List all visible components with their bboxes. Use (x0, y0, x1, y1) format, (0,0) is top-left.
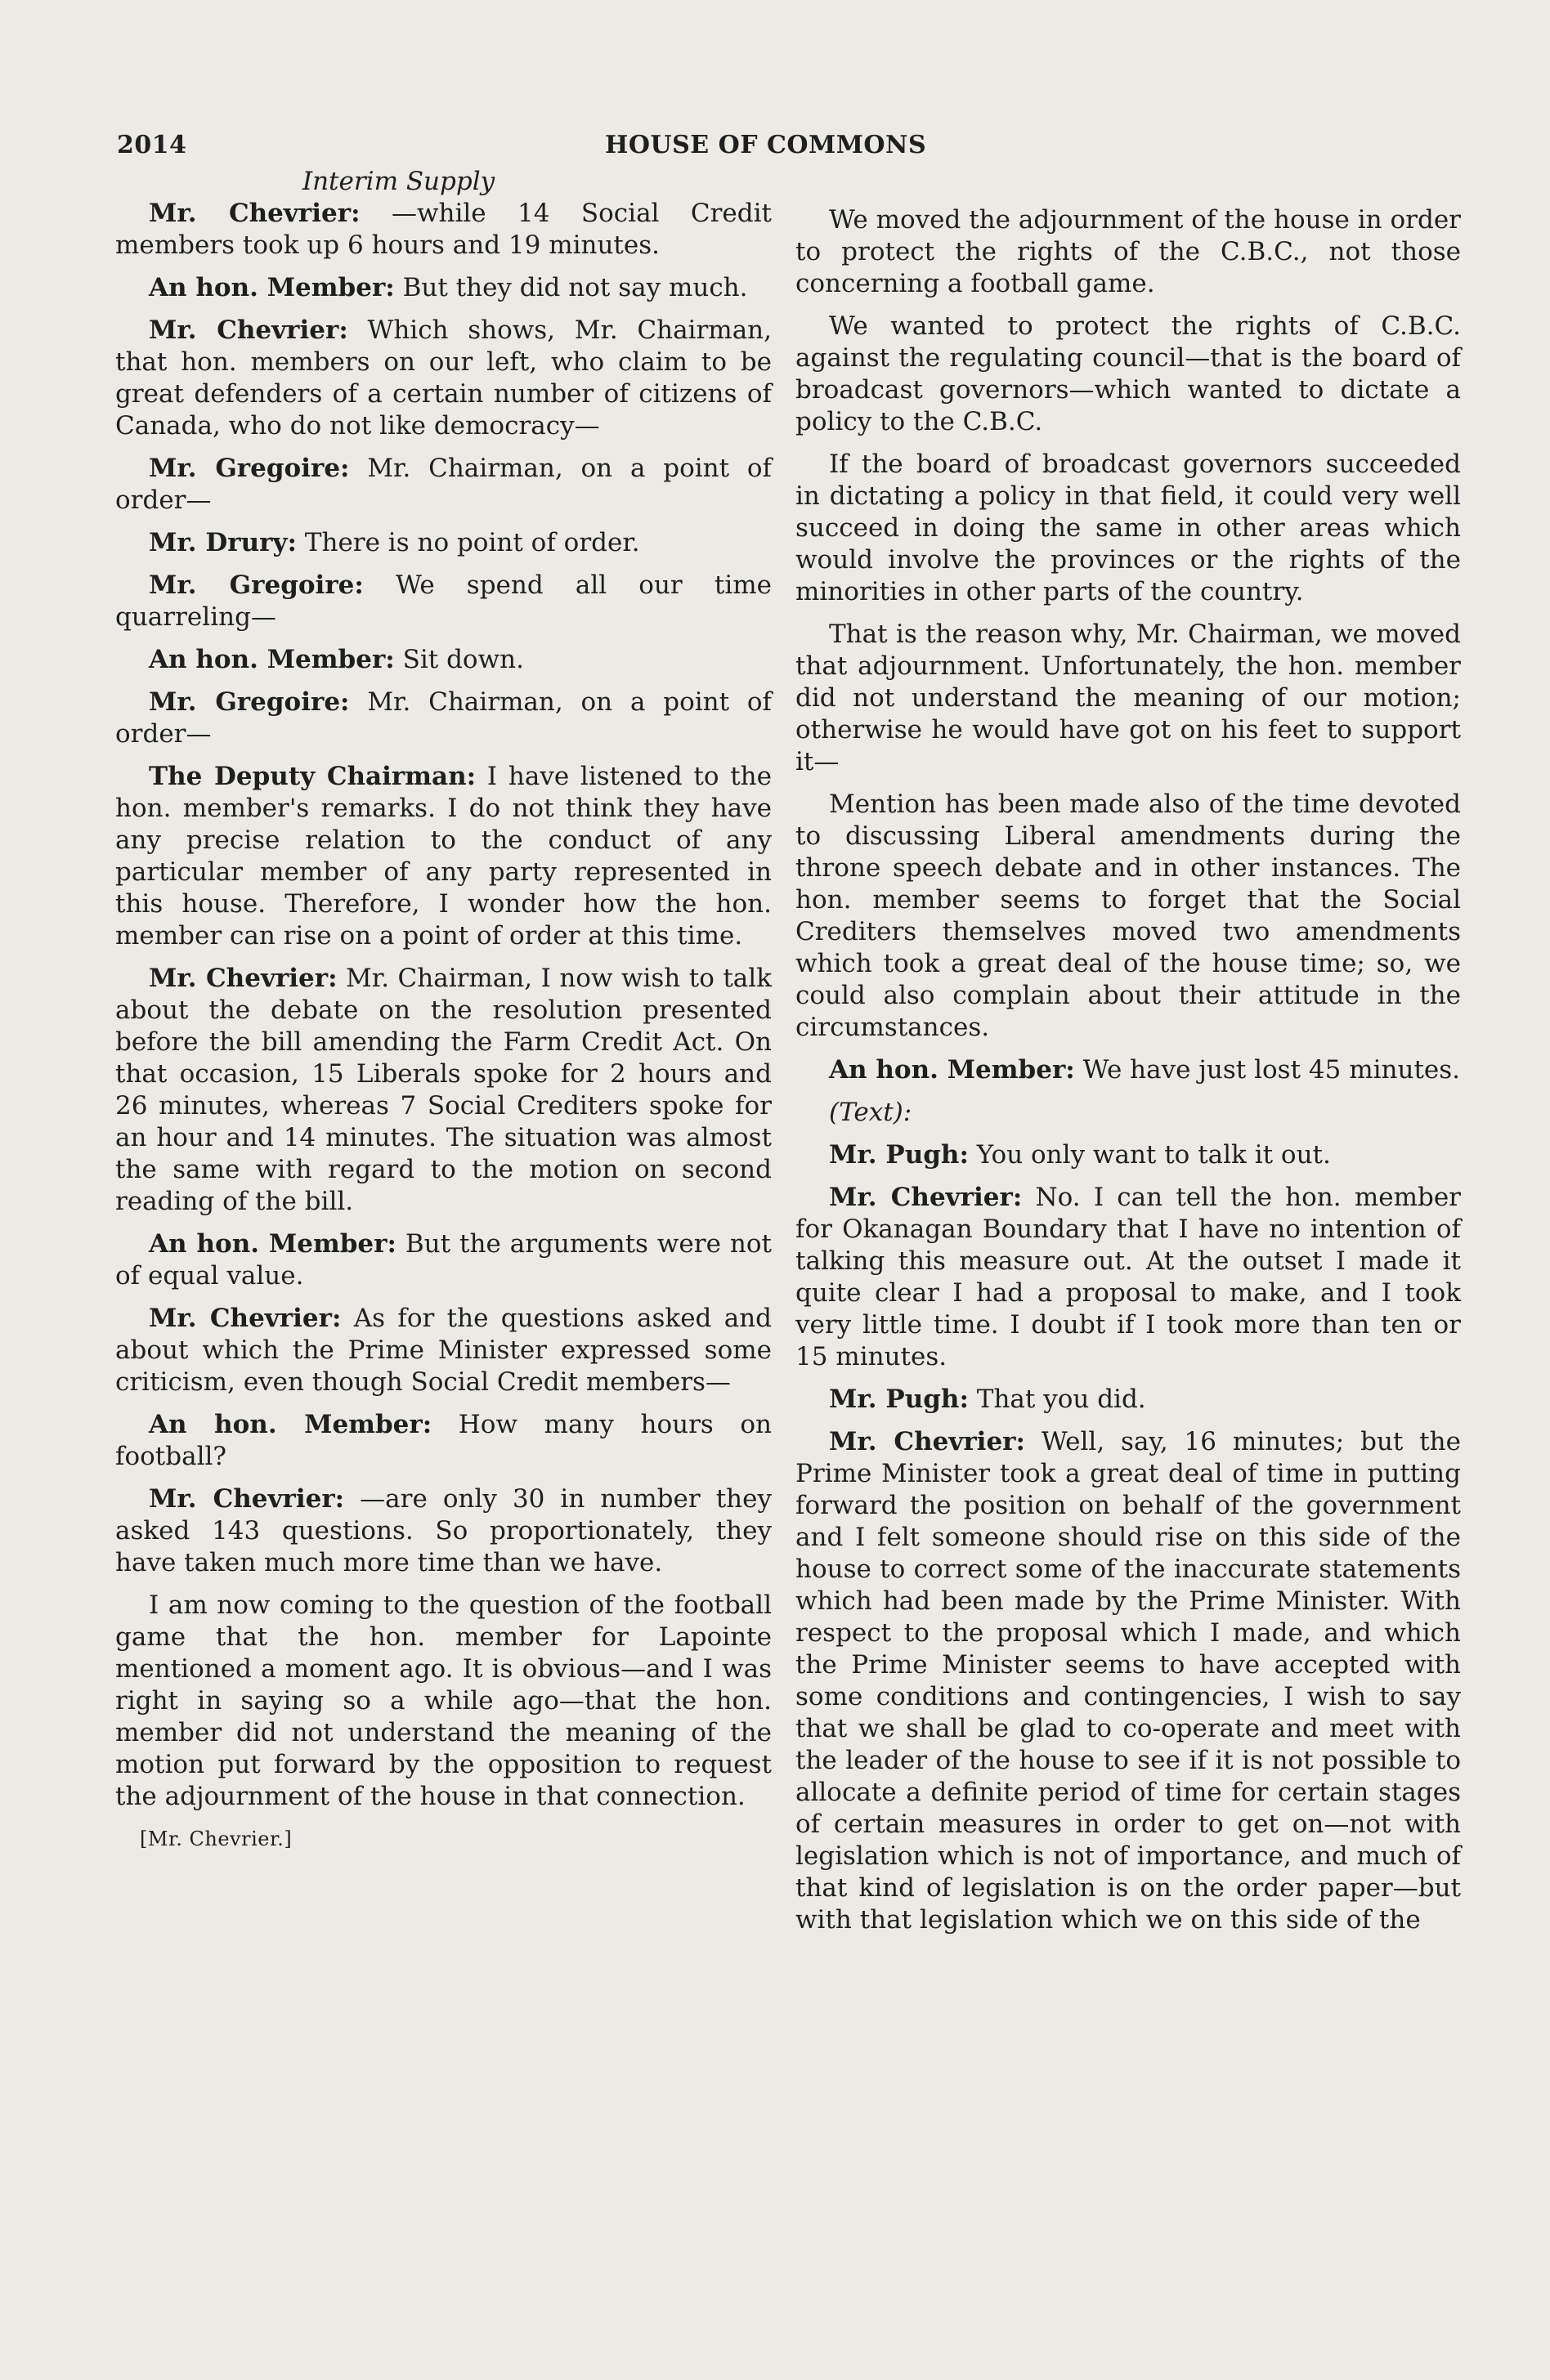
paragraph-text: Mention has been made also of the time devoted to discussing Liberal amendments during the throne speech debate and in other instances. The hon. member seems to forget that the Social Crediters themselves moved two amendments which took a great deal of the house time; so, we could also complain about their attitude in the circumstances. (795, 790, 1461, 1042)
paragraph-text: (Text): (829, 1098, 912, 1127)
page-title: HOUSE OF COMMONS (605, 131, 927, 159)
speaker-name: Mr. Pugh: (829, 1140, 969, 1170)
footer-note: [Mr. Chevrier.] (140, 1828, 293, 1850)
right-paragraphs (795, 204, 1461, 1936)
paragraph-text: No. I can tell the hon. member for Okanagan Boundary that I have no intention of talking this measure out. At the outset I made it quite clear I had a proposal to make, and I took very little time. I doubt if I took more than ten or 15 minutes. (795, 1183, 1461, 1371)
paragraph-text: We have just lost 45 minutes. (1082, 1055, 1461, 1085)
paragraph-text: How many hours on football? (115, 1410, 772, 1471)
paragraph-text: —while 14 Social Credit members took up 6 hours and 19 minutes. (115, 199, 772, 260)
page-number: 2014 (117, 131, 187, 159)
paragraph-text: Well, say, 16 minutes; but the Prime Minister took a great deal of time in putting forward the position on behalf of the government and I felt someone should rise on this side of the house to correct some of the inaccurate statements which had been made by the Prime Minister. With respect to the proposal which I made, and which the Prime Minister seems to have accepted with some conditions and contingencies, I wish to say that we shall be glad to co-operate and meet with the leader of the house to see if it is not possible to allocate a definite period of time for certain stages of certain measures in order to get on—not with legislation which is not of importance, and much of that kind of legislation is on the order paper—but with that legislation which we on this side of the (795, 1427, 1461, 1935)
paragraph (795, 1054, 1461, 1086)
paragraph (115, 1409, 772, 1473)
paragraph-text: There is no point of order. (304, 528, 640, 557)
paragraph (115, 527, 772, 559)
paragraph-text: As for the questions asked and about which the Prime Minister expressed some criticism, even though Social Credit members— (115, 1304, 773, 1397)
paragraph (115, 963, 772, 1218)
paragraph-text: I am now coming to the question of the football game that the hon. member for Lapointe mentioned a moment ago. It is obvious—and I was right in saying so a while ago—that the hon. member did not understand the meaning of the motion put forward by the opposition to request the adjournment of the house in that connection. (115, 1590, 772, 1811)
paragraph (115, 761, 772, 952)
paragraph-text: You only want to talk it out. (976, 1140, 1331, 1170)
paragraph-text: If the board of broadcast governors succeeded in dictating a policy in that field, it could very well succeed in doing the same in other areas which would involve the provinces or the rights of the minorities in other parts of the country. (795, 450, 1461, 606)
section-subtitle: Interim Supply (302, 167, 495, 196)
paragraph (795, 311, 1461, 438)
speaker-name: Mr. Chevrier: (149, 1484, 345, 1514)
speaker-name: An hon. Member: (149, 273, 395, 302)
paragraph (115, 1303, 772, 1398)
paragraph (115, 453, 772, 517)
paragraph-text: Mr. Chairman, I now wish to talk about the debate on the resolution presented before the bill amending the Farm Credit Act. On that occasion, 15 Liberals spoke for 2 hours and 26 minutes, whereas 7 Social Crediters spoke for an hour and 14 minutes. The situation was almost the same with regard to the motion on second reading of the bill. (115, 964, 772, 1216)
paragraph (795, 1426, 1461, 1936)
paragraph (115, 1228, 772, 1292)
speaker-name: An hon. Member: (149, 1410, 432, 1439)
speaker-name: Mr. Chevrier: (149, 1304, 342, 1333)
paragraph (115, 272, 772, 304)
paragraph (795, 204, 1461, 300)
paragraph-text: We moved the adjournment of the house in order to protect the rights of the C.B.C., not those concerning a football game. (795, 205, 1461, 298)
paragraph (795, 789, 1461, 1044)
speaker-name: Mr. Chevrier: (149, 964, 338, 993)
paragraph (115, 570, 772, 633)
paragraph-text: But the arguments were not of equal value. (115, 1229, 772, 1291)
paragraph-text: Mr. Chairman, on a point of order— (115, 454, 773, 515)
right-column (795, 204, 1461, 1947)
speaker-name: Mr. Chevrier: (829, 1183, 1023, 1212)
paragraph (115, 1590, 772, 1813)
speaker-name: An hon. Member: (149, 1229, 396, 1259)
paragraph (115, 687, 772, 750)
paragraph (795, 1097, 1461, 1129)
speaker-name: Mr. Chevrier: (829, 1427, 1025, 1456)
speaker-name: An hon. Member: (829, 1055, 1075, 1085)
speaker-name: Mr. Chevrier: (149, 199, 361, 228)
paragraph (115, 1483, 772, 1579)
paragraph (115, 315, 772, 442)
speaker-name: Mr. Drury: (149, 528, 297, 557)
left-paragraphs (115, 198, 772, 1813)
speaker-name: Mr. Gregoire: (149, 570, 364, 600)
speaker-name: Mr. Pugh: (829, 1385, 969, 1414)
paragraph (795, 449, 1461, 608)
left-column (115, 166, 772, 1855)
paragraph-text: That you did. (976, 1385, 1146, 1414)
paragraph-text: Mr. Chairman, on a point of order— (115, 687, 773, 749)
paragraph-text: Which shows, Mr. Chairman, that hon. members on our left, who claim to be great defenders of a certain number of citizens of Canada, who do not like democracy— (115, 315, 772, 441)
paragraph-text: That is the reason why, Mr. Chairman, we moved that adjournment. Unfortunately, the hon. member did not understand the meaning of our motion; otherwise he would have got on his feet to support it— (795, 620, 1461, 776)
paragraph-text: We wanted to protect the rights of C.B.C. against the regulating council—that is the board of broadcast governors—which wanted to dictate a policy to the C.B.C. (795, 311, 1461, 436)
speaker-name: Mr. Chevrier: (149, 315, 348, 345)
paragraph-text: We spend all our time quarreling— (115, 570, 772, 632)
paragraph-text: Sit down. (402, 645, 524, 674)
paragraph-text: —are only 30 in number they asked 143 questions. So proportionately, they have taken much more time than we have. (115, 1484, 772, 1577)
paragraph-text: I have listened to the hon. member's remarks. I do not think they have any precise relation to the conduct of any particular member of any party represented in this house. Therefore, I wonder how the hon. member can rise on a point of order at this time. (115, 762, 772, 951)
paragraph (795, 619, 1461, 778)
speaker-name: Mr. Gregoire: (149, 454, 350, 483)
speaker-name: An hon. Member: (149, 645, 395, 674)
paragraph-text: But they did not say much. (402, 273, 748, 302)
paragraph (795, 1182, 1461, 1373)
paragraph (115, 198, 772, 262)
paragraph (115, 644, 772, 676)
paragraph (795, 1384, 1461, 1416)
paragraph (795, 1139, 1461, 1171)
speaker-name: Mr. Gregoire: (149, 687, 350, 717)
speaker-name: The Deputy Chairman: (149, 762, 477, 791)
